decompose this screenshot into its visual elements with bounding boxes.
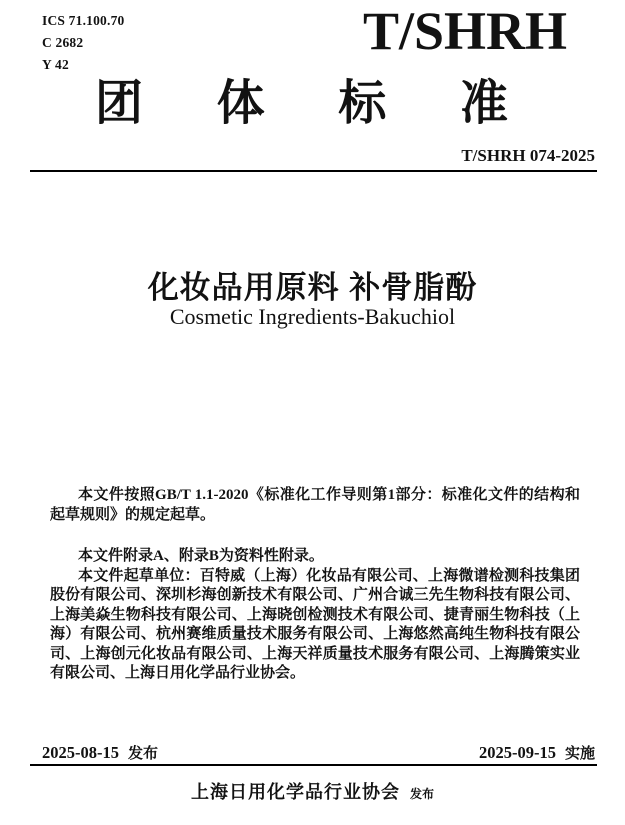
implement-label: 实施 <box>564 745 595 762</box>
issue-date: 2025-08-15 <box>42 743 119 762</box>
header-rule <box>30 170 597 172</box>
issue-date-group <box>42 742 158 763</box>
foreword-paragraph-drafting-units: 本文件起草单位：百特威（上海）化妆品有限公司、上海微谱检测科技集团股份有限公司、深圳杉海创新技术有限公司、广州合诚三先生物科技有限公司、上海美焱生物科技有限公司、上海晓创检测技术有限公司、捷青丽生物科技（上海）有限公司、杭州赛维质量技术服务有限公司、上海悠然高纯生物科技有限公司、上海创元化妆品有限公司、上海天祥质量技术服务有限公司、上海腾策实业有限公司、上海日用化学品行业协会。 <box>50 567 580 681</box>
classification-codes <box>42 10 125 76</box>
standard-type-char: 准 <box>459 77 508 130</box>
publisher-action: 发布 <box>409 787 434 801</box>
standard-type-title <box>95 76 508 131</box>
society-code-logo: T/SHRH <box>362 1 567 61</box>
standard-type-char: 体 <box>216 77 265 130</box>
issue-label: 发布 <box>128 745 159 762</box>
ics-code: ICS 71.100.70 <box>42 13 125 28</box>
class-y-code: Y 42 <box>42 57 69 72</box>
publisher-name: 上海日用化学品行业协会 <box>190 782 400 802</box>
publisher-row <box>0 778 625 804</box>
class-c-code: C 2682 <box>42 35 84 50</box>
footer-rule <box>30 764 597 766</box>
foreword-paragraph-annexes: 本文件附录A、附录B为资料性附录。 <box>78 548 324 564</box>
standard-type-char: 团 <box>95 77 144 130</box>
implement-date: 2025-09-15 <box>478 743 556 762</box>
standard-type-char: 标 <box>338 77 387 130</box>
document-title-chinese: 化妆品用原料 补骨脂酚 <box>147 270 478 305</box>
foreword-block <box>50 486 580 684</box>
date-row <box>42 742 595 763</box>
document-title-english: Cosmetic Ingredients-Bakuchiol <box>169 304 456 329</box>
foreword-paragraph-drafting-rules: 本文件按照GB/T 1.1-2020《标准化工作导则第1部分：标准化文件的结构和起草规则》的规定起草。 <box>50 487 580 523</box>
implement-date-group <box>479 742 595 763</box>
standard-number: T/SHRH 074-2025 <box>461 146 595 165</box>
